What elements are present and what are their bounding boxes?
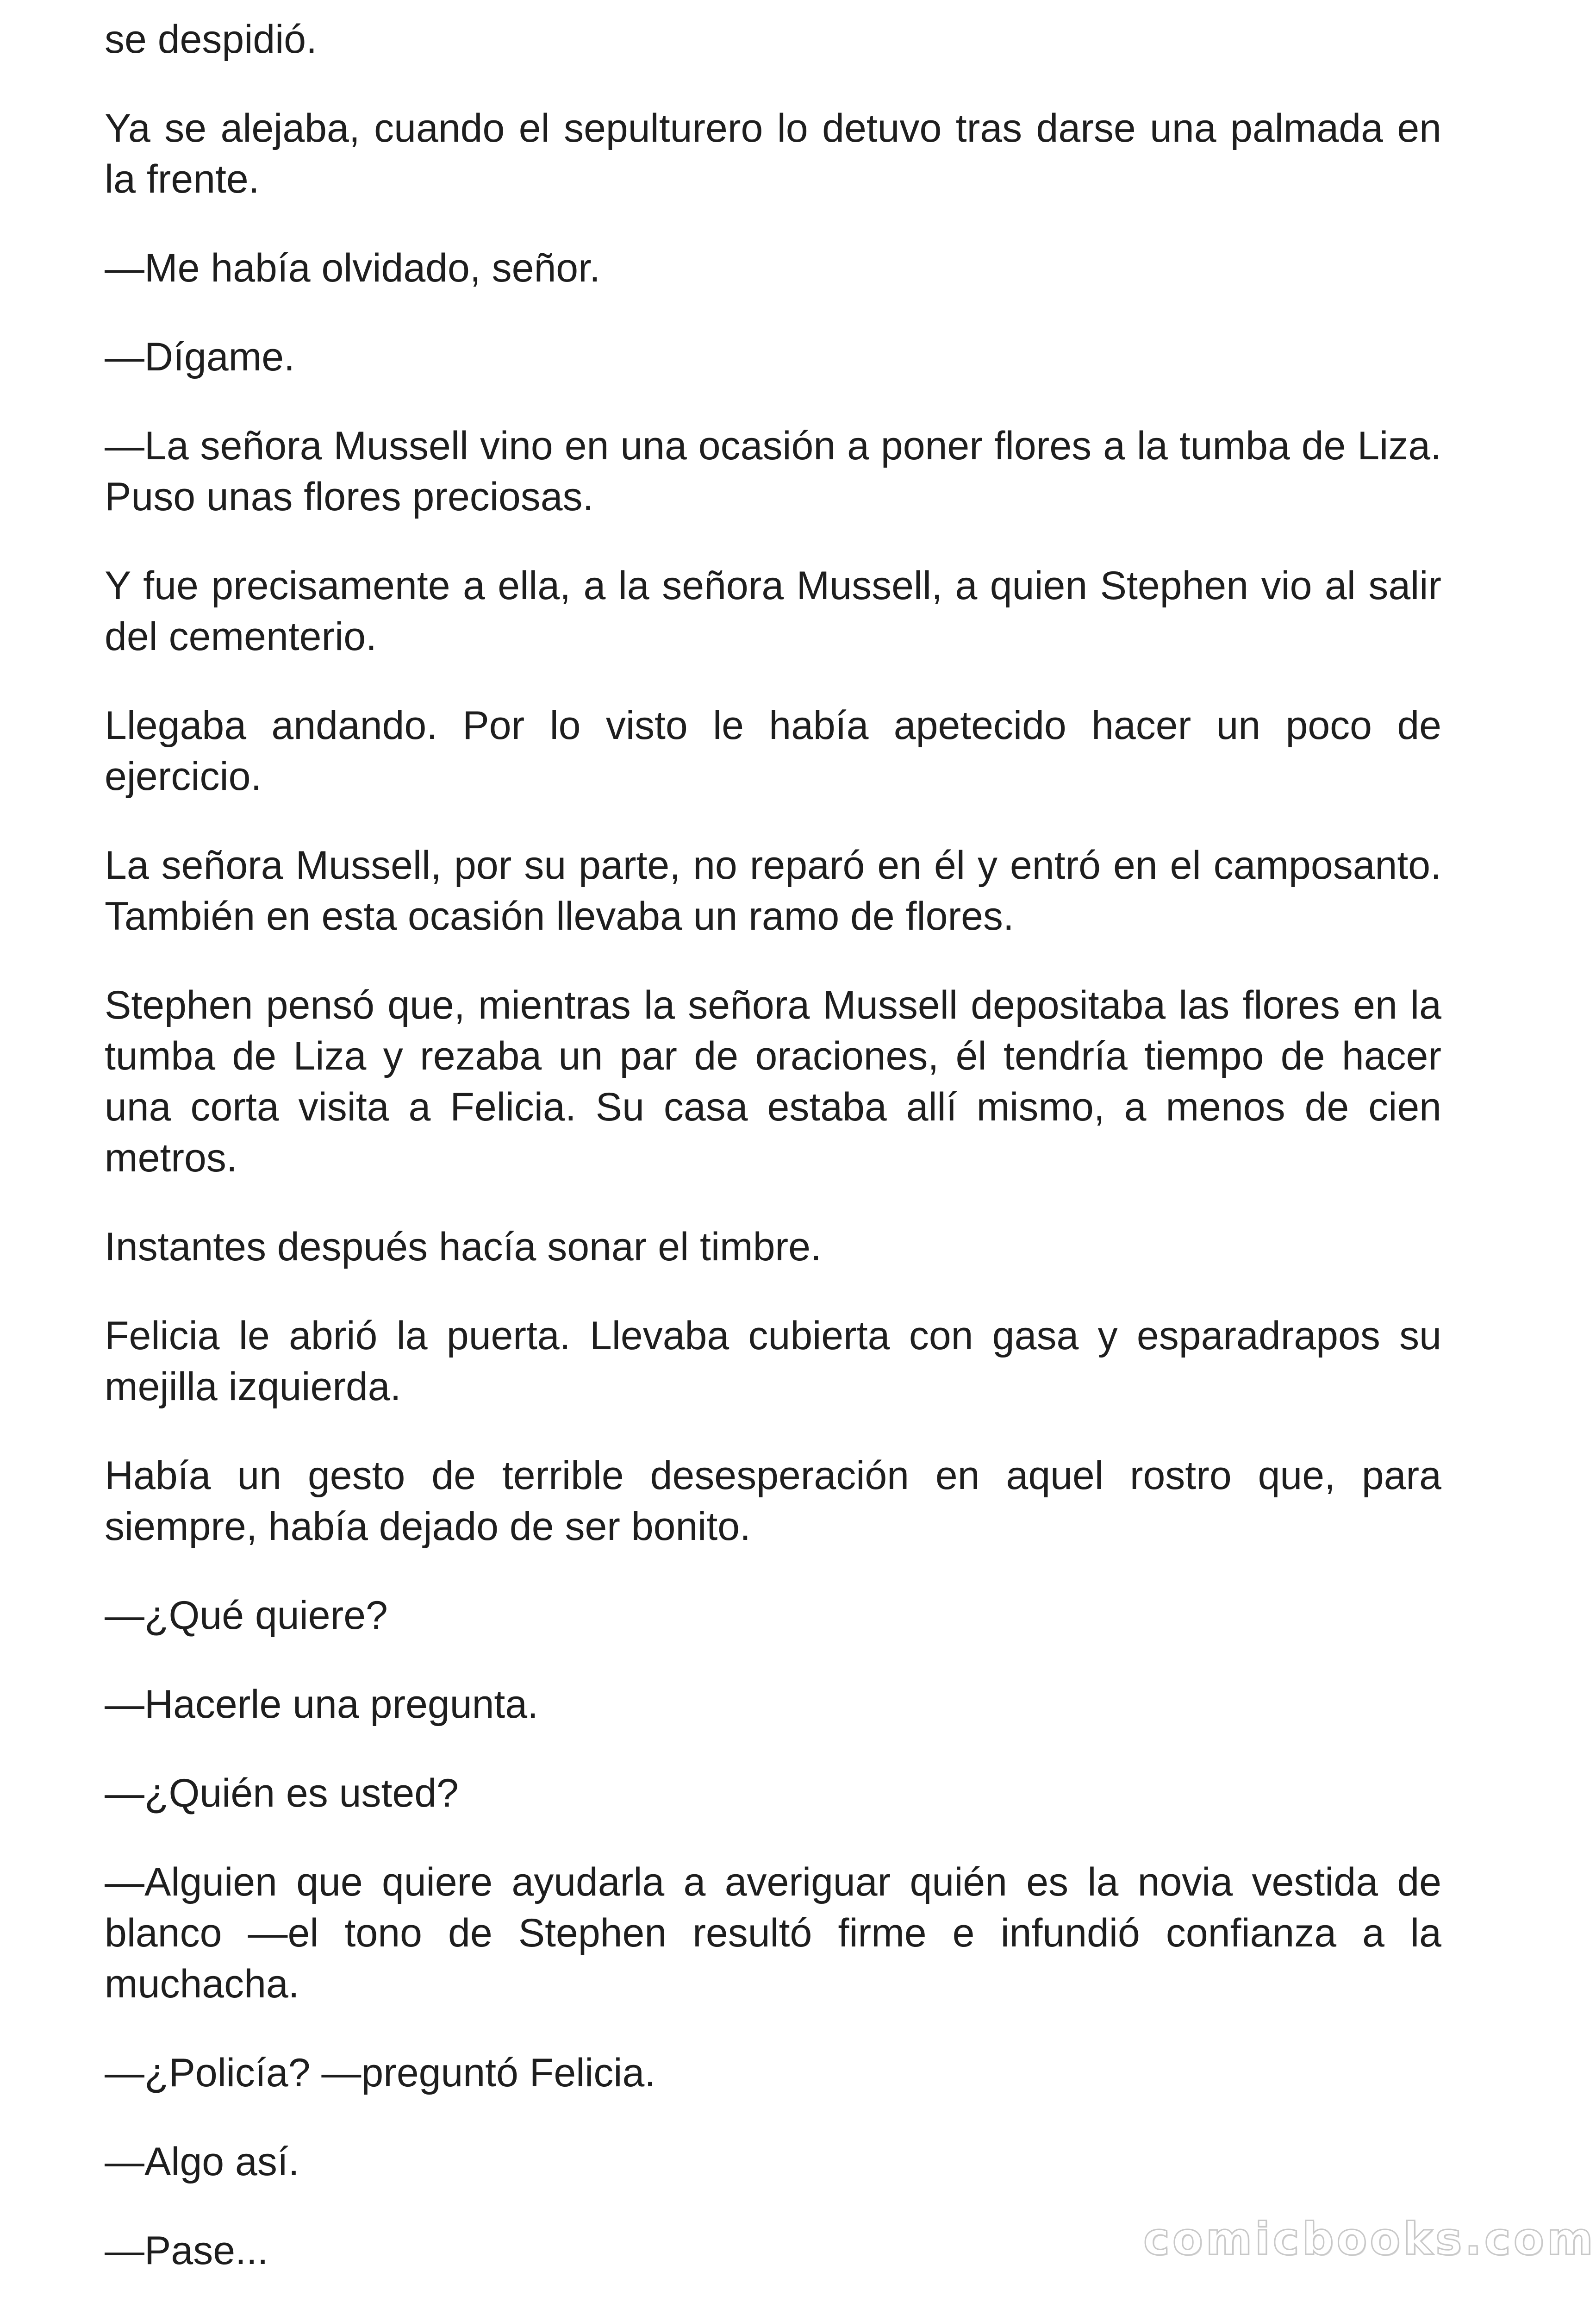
paragraph: Había un gesto de terrible desesperación en aquel rostro que, para siempre, había dejado de ser bonito. bbox=[105, 1453, 1441, 1549]
paragraph: La señora Mussell, por su parte, no reparó en él y entró en el camposanto. También en esta ocasión llevaba un ramo de flores. bbox=[105, 843, 1441, 939]
paragraph: —Algo así. bbox=[105, 2140, 299, 2184]
paragraph: Llegaba andando. Por lo visto le había apetecido hacer un poco de ejercicio. bbox=[105, 703, 1441, 799]
paragraph: —Dígame. bbox=[105, 335, 295, 379]
paragraph: —Alguien que quiere ayudarla a averiguar quién es la novia vestida de blanco —el tono de Stephen resultó firme e infundió confianza a la muchacha. bbox=[105, 1860, 1441, 2006]
paragraph: Ya se alejaba, cuando el sepulturero lo detuvo tras darse una palmada en la frente. bbox=[105, 106, 1441, 201]
paragraph: —La señora Mussell vino en una ocasión a poner flores a la tumba de Liza. Puso unas flores preciosas. bbox=[105, 424, 1441, 519]
paragraph: —Me había olvidado, señor. bbox=[105, 246, 600, 290]
paragraph: —Pase... bbox=[105, 2228, 268, 2273]
paragraph: —Hacerle una pregunta. bbox=[105, 1682, 539, 1727]
paragraph: se despidió. bbox=[105, 17, 317, 62]
paragraph: —¿Quién es usted? bbox=[105, 1771, 459, 1815]
watermark-logo: comicbooks.com bbox=[1143, 2213, 1596, 2265]
paragraph: Y fue precisamente a ella, a la señora Mussell, a quien Stephen vio al salir del cementerio. bbox=[105, 563, 1441, 659]
paragraph: Stephen pensó que, mientras la señora Mussell depositaba las flores en la tumba de Liza y rezaba un par de oraciones, él tendría tiempo de hacer una corta visita a Felicia. Su casa estaba allí mismo, a menos de cien metros. bbox=[105, 983, 1441, 1180]
document-page bbox=[105, 14, 1441, 2276]
paragraph: —¿Qué quiere? bbox=[105, 1593, 388, 1638]
paragraph: —¿Policía? —preguntó Felicia. bbox=[105, 2051, 656, 2095]
paragraph: Felicia le abrió la puerta. Llevaba cubierta con gasa y esparadrapos su mejilla izquierda. bbox=[105, 1314, 1441, 1409]
paragraph: Instantes después hacía sonar el timbre. bbox=[105, 1225, 822, 1269]
